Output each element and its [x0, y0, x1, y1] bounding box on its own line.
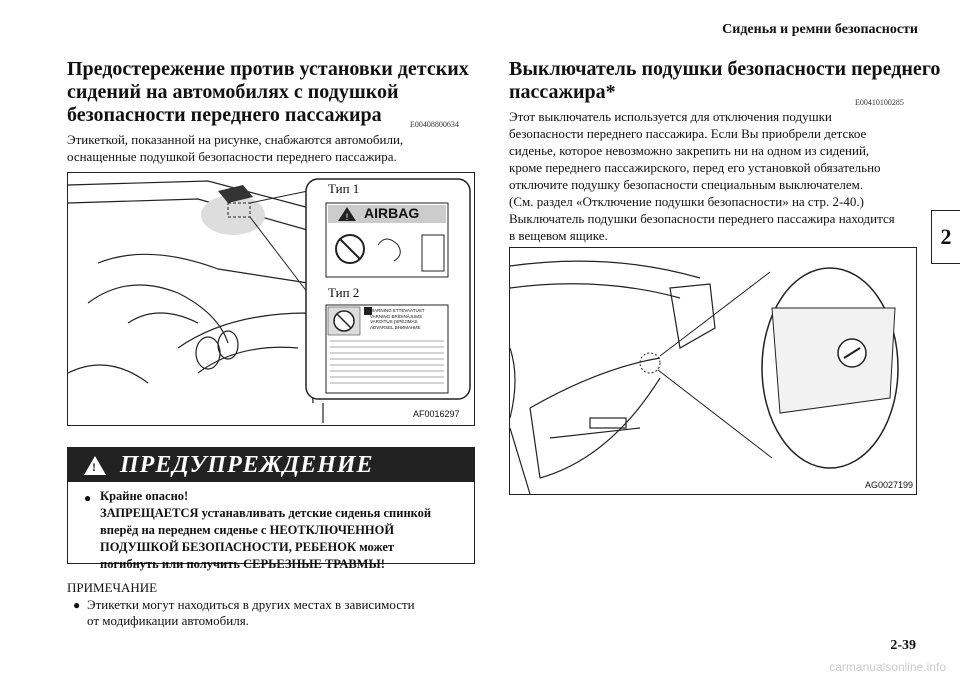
- airbag-text: AIRBAG: [364, 205, 420, 221]
- warning-title: ПРЕДУПРЕЖДЕНИЕ: [120, 451, 374, 478]
- airbag-label-figure: [67, 172, 475, 426]
- warning-box: [67, 447, 475, 571]
- sun-visor: [201, 185, 308, 293]
- chapter-tab: 2: [931, 210, 960, 264]
- note-title: ПРИМЕЧАНИЕ: [67, 580, 158, 595]
- warning-icon: !: [84, 456, 106, 475]
- figure-code: AG0027199: [865, 480, 914, 490]
- left-body-text: Этикеткой, показанной на рисунке, снабжаются автомобили, оснащенные подушкой безопасности переднего пассажира.: [67, 132, 404, 164]
- running-header: Сиденья и ремни безопасности: [722, 22, 918, 37]
- label2-words: WARNING ETTEVAATUST VARNING BRĪDINĀJUMS VAROITUS ĮSPĖJIMAS ADVARSEL ВНИМАНИЕ: [370, 308, 425, 330]
- type1-label: Тип 1: [328, 181, 360, 196]
- right-section-code: E00410100285: [855, 98, 904, 107]
- page-number: 2-39: [890, 638, 916, 653]
- svg-text:!: !: [345, 212, 349, 222]
- note-text: Этикетки могут находиться в других местах в зависимости от модификации автомобиля.: [87, 597, 415, 628]
- bullet-icon: ●: [73, 598, 81, 612]
- right-section-title: Выключатель подушки безопасности переднего пассажира*: [509, 58, 941, 103]
- glovebox-switch-figure: [509, 247, 917, 495]
- figure-code: AF0016297: [413, 409, 460, 419]
- type2-label: Тип 2: [328, 285, 360, 300]
- warning-text: ● Крайне опасно! ЗАПРЕЩАЕТСЯ устанавливать детские сиденья спинкой вперёд на переднем сиденье с НЕОТКЛЮЧЕННОЙ ПОДУШКОЙ БЕЗОПАСНОСТИ, РЕБЕНОК может погибнуть или получить СЕРЬЕЗНЫЕ ТРАВМЫ!: [84, 489, 432, 571]
- watermark: carmanualsonline.info: [829, 660, 946, 674]
- left-section-code: E00408800634: [410, 120, 459, 129]
- left-section-title: Предостережение против установки детских сидений на автомобилях с подушкой безопасности переднего пассажира: [67, 58, 469, 126]
- bullet-icon: ●: [84, 491, 92, 505]
- glovebox-illustration: [510, 248, 916, 494]
- right-body-text: Этот выключатель используется для отключения подушки безопасности переднего пассажира. Если Вы приобрели детское сиденье, которое невозможно закрепить ни на одном из сидений, кроме переднего пассажирского, перед его установкой обязательно отключите подушку безопасности специальным выключателем. (См. раздел «Отключение подушки безопасности» на стр. 2-40.) Выключатель подушки безопасности переднего пассажира находится в вещевом ящике.: [509, 109, 895, 243]
